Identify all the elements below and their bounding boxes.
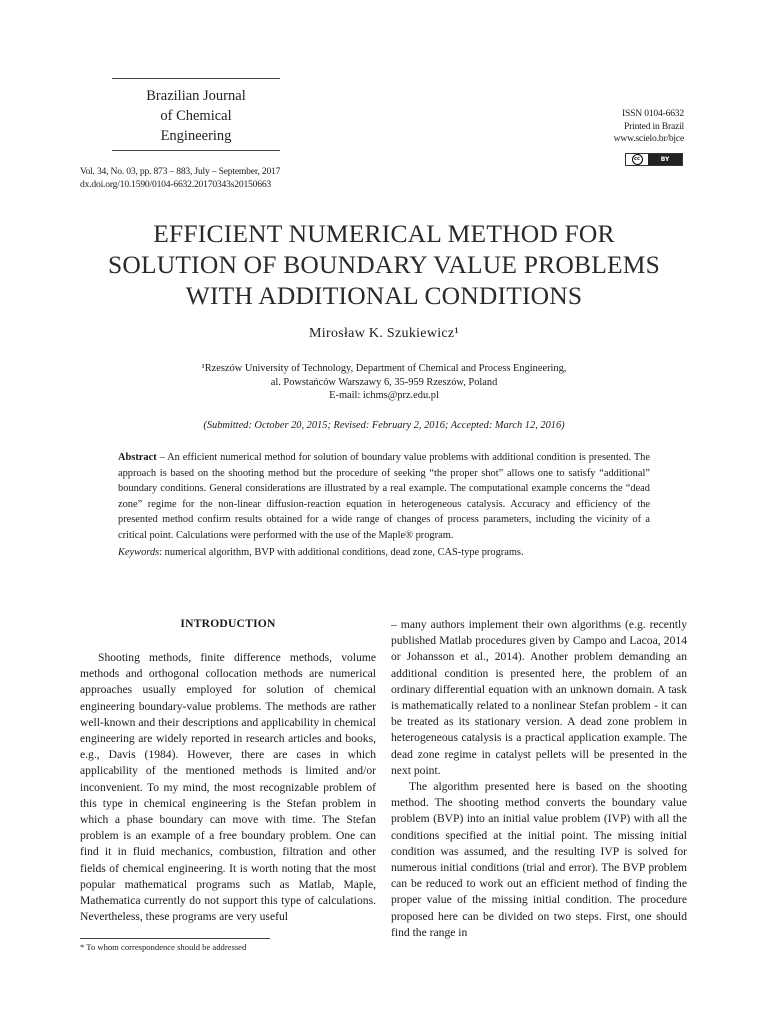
journal-name-block (112, 78, 280, 151)
issn-number: ISSN 0104-6632 (622, 108, 684, 119)
journal-name-line: Engineering (160, 128, 232, 144)
left-column (80, 650, 376, 925)
section-heading-introduction: INTRODUCTION (180, 617, 276, 630)
affiliation-line: ¹Rzeszów University of Technology, Department of Chemical and Process Engineering, (201, 363, 567, 374)
journal-bottom-rule (112, 150, 280, 151)
author-name: Mirosław K. Szukiewicz¹ (309, 326, 459, 341)
title-line: SOLUTION OF BOUNDARY VALUE PROBLEMS (107, 250, 660, 279)
right-column (391, 617, 687, 941)
abstract-text: – An efficient numerical method for solution of boundary value problems with additional condition is presented. The approach is based on the shooting method but the procedure of seeking “the proper shot” allows one to satisfy “additional” boundary conditions. General considerations are illustrated by a real example. The computational example concerns the “dead zone” regime for the non-linear diffusion-reaction equation in heterogeneous catalysis. Accuracy and efficiency of the presented method confirm results obtained for a wide range of changes of process parameters, including the vicinity of a critical point. Calculations were performed with the use of the Maple® program. (118, 452, 650, 541)
keywords-label: Keywords (118, 547, 160, 558)
journal-name (112, 79, 280, 150)
title-line: EFFICIENT NUMERICAL METHOD FOR (153, 219, 615, 248)
abstract (118, 450, 650, 544)
paragraph: – many authors implement their own algorithms (e.g. recently published Matlab procedures given by Campo and Lacoa, 2014 or Johansson et al., 2014). Another problem demanding an additional condition is presented here, the problem of an ordinary differential equation with an unknown domain. A task is mathematically related to a nonlinear Stefan problem - it can be treated as its stationary version. A dead zone problem in heterogeneous catalysis is a practical application example. The dead zone regime in catalyst pellets will be presented in the next point. (391, 618, 687, 777)
cc-logo (626, 154, 648, 165)
affiliation-line: al. Powstańców Warszawy 6, 35-959 Rzeszów, Poland (270, 376, 498, 388)
journal-name-line: Brazilian Journal (146, 88, 246, 104)
footnote-rule (80, 938, 270, 939)
journal-url[interactable]: www.scielo.br/bjce (613, 133, 684, 144)
article-title (60, 218, 708, 311)
volume-info (80, 165, 280, 191)
submission-dates: (Submitted: October 20, 2015; Revised: February 2, 2016; Accepted: March 12, 2016) (203, 420, 565, 431)
printed-in: Printed in Brazil (623, 120, 684, 132)
keywords-text: : numerical algorithm, BVP with additional conditions, dead zone, CAS-type programs. (159, 547, 524, 558)
footnote: * To whom correspondence should be addressed (80, 942, 247, 952)
cc-by-license-badge[interactable] (625, 153, 683, 166)
author-email[interactable]: E-mail: ichms@prz.edu.pl (329, 390, 439, 401)
doi-link[interactable]: dx.doi.org/10.1590/0104-6632.20170343s20150663 (80, 179, 272, 190)
journal-name-line: of Chemical (160, 108, 232, 124)
cc-icon: cc (632, 154, 643, 165)
abstract-label: Abstract (118, 452, 157, 463)
title-line: WITH ADDITIONAL CONDITIONS (185, 281, 583, 310)
paragraph: Shooting methods, finite difference methods, volume methods and orthogonal collocation methods are numerical approaches usually employed for solution of chemical engineering boundary-value problems. The methods are rather well-known and their descriptions and applicability in chemical engineering are widely reported in research articles and books, e.g., Davis (1984). However, there are cases in which applicability of the mentioned methods is limited and/or inconvenient. To my mind, the most recognizable problem of this type in chemical engineering is the Stefan problem in which a phase boundary can move with time. The Stefan problem is an example of a free boundary problem. One can find it in fluid mechanics, combustion, filtration and other fields of chemical engineering. It is worth noting that the most popular mathematical programs such as Matlab, Maple, Mathematica currently do not support this type of calculations. Nevertheless, these programs are very useful (80, 651, 376, 924)
volume-pages: Vol. 34, No. 03, pp. 873 – 883, July – September, 2017 (80, 166, 281, 177)
issn-block (614, 108, 684, 146)
by-label: BY (648, 154, 682, 165)
paragraph: The algorithm presented here is based on the shooting method. The shooting method converts the boundary value problem (BVP) into an initial value problem (IVP) with all the conditions specified at the initial point. The missing initial condition was assumed, and the resulting IVP is solved for numerous initial conditions (trial and error). The BVP problem can be reduced to work out an efficient method of finding the proper value of the missing initial condition. The procedure proposed here can be divided on two steps. First, one should find the range in (391, 780, 687, 939)
affiliation (100, 362, 668, 403)
keywords (118, 546, 650, 560)
